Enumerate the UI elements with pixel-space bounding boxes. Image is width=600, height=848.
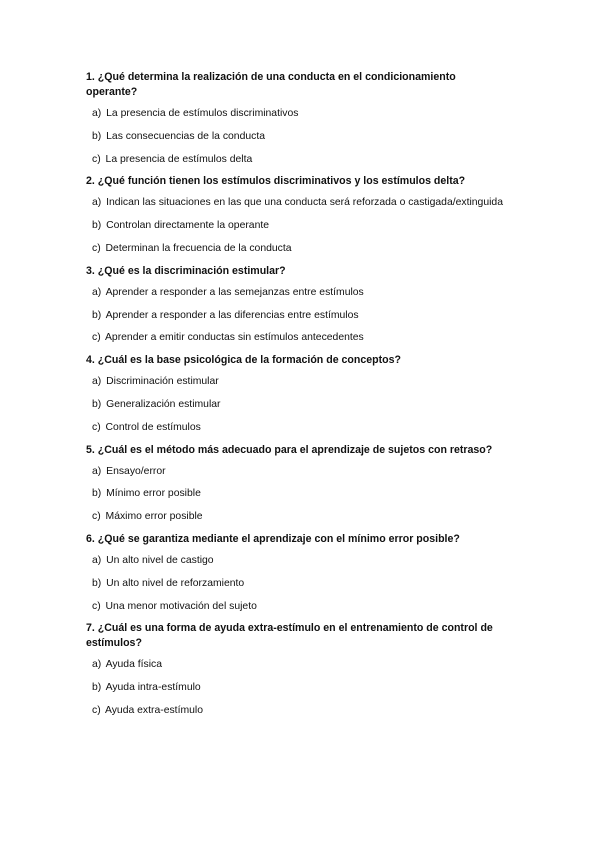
question-label: ¿Cuál es el método más adecuado para el aprendizaje de sujetos con retraso? xyxy=(97,443,493,456)
answer-option xyxy=(92,509,506,524)
answer-option xyxy=(92,285,506,300)
option-text: Aprender a responder a las diferencias entre estímulos xyxy=(105,309,359,321)
question-block xyxy=(86,621,506,718)
option-text: Máximo error posible xyxy=(105,511,203,523)
option-list xyxy=(86,464,506,525)
option-list xyxy=(86,374,506,435)
question-text xyxy=(86,174,506,189)
option-letter: b) xyxy=(92,398,102,410)
quiz-list xyxy=(86,70,506,726)
question-number: 7. xyxy=(86,622,95,635)
option-letter: c) xyxy=(92,153,101,165)
question-number: 4. xyxy=(86,354,95,367)
option-text: Determinan la frecuencia de la conducta xyxy=(105,242,292,254)
option-text: Discriminación estimular xyxy=(106,376,219,388)
question-label: ¿Cuál es una forma de ayuda extra-estímulo en el entrenamiento de control de estímulos? xyxy=(86,622,493,650)
answer-option xyxy=(92,420,506,435)
option-letter: b) xyxy=(92,130,102,142)
option-text: Aprender a emitir conductas sin estímulos antecedentes xyxy=(104,332,364,344)
option-text: La presencia de estímulos delta xyxy=(105,153,253,165)
answer-option xyxy=(92,486,506,501)
question-number: 3. xyxy=(86,264,95,277)
option-text: Indican las situaciones en las que una conducta será reforzada o castigada/extinguida xyxy=(106,197,503,209)
answer-option xyxy=(92,195,506,210)
option-text: Ensayo/error xyxy=(106,465,166,477)
answer-option xyxy=(92,553,506,568)
option-letter: c) xyxy=(92,242,101,254)
option-text: Controlan directamente la operante xyxy=(106,220,270,232)
answer-option xyxy=(92,374,506,389)
answer-option xyxy=(92,464,506,479)
answer-option xyxy=(92,129,506,144)
question-text xyxy=(86,70,506,100)
question-text xyxy=(86,353,506,368)
answer-option xyxy=(92,680,506,695)
question-number: 5. xyxy=(86,443,95,456)
question-label: ¿Qué función tienen los estímulos discriminativos y los estímulos delta? xyxy=(97,175,466,188)
option-text: Ayuda física xyxy=(105,659,162,671)
answer-option xyxy=(92,241,506,256)
option-letter: b) xyxy=(92,488,102,500)
option-letter: c) xyxy=(92,600,101,612)
option-text: Aprender a responder a las semejanzas entre estímulos xyxy=(105,286,364,298)
answer-option xyxy=(92,657,506,672)
answer-option xyxy=(92,703,506,718)
answer-option xyxy=(92,308,506,323)
question-block xyxy=(86,353,506,435)
answer-option xyxy=(92,330,506,345)
question-number: 2. xyxy=(86,175,95,188)
answer-option xyxy=(92,599,506,614)
question-label: ¿Qué determina la realización de una conducta en el condicionamiento operante? xyxy=(86,71,456,98)
option-list xyxy=(86,106,506,167)
option-letter: c) xyxy=(92,332,101,344)
option-text: Ayuda intra-estímulo xyxy=(105,682,201,694)
option-text: Las consecuencias de la conducta xyxy=(106,130,265,142)
answer-option xyxy=(92,397,506,412)
question-label: ¿Qué es la discriminación estimular? xyxy=(97,264,286,277)
option-letter: b) xyxy=(92,220,102,232)
option-letter: b) xyxy=(92,309,102,321)
option-letter: c) xyxy=(92,511,101,523)
option-text: Mínimo error posible xyxy=(106,488,201,500)
option-letter: a) xyxy=(92,197,102,209)
option-letter: b) xyxy=(92,577,102,589)
option-list xyxy=(86,195,506,256)
option-letter: c) xyxy=(92,704,101,716)
option-letter: c) xyxy=(92,421,101,433)
option-letter: a) xyxy=(92,286,102,298)
question-text xyxy=(86,532,506,547)
option-letter: a) xyxy=(92,108,102,119)
question-block xyxy=(86,532,506,614)
question-number: 6. xyxy=(86,532,95,545)
option-list xyxy=(86,553,506,614)
question-text xyxy=(86,621,506,651)
option-text: Una menor motivación del sujeto xyxy=(105,600,257,612)
option-letter: a) xyxy=(92,659,102,671)
option-text: Ayuda extra-estímulo xyxy=(104,704,203,716)
option-text: Un alto nivel de castigo xyxy=(106,554,214,566)
question-block xyxy=(86,70,506,167)
answer-option xyxy=(92,218,506,233)
question-block xyxy=(86,174,506,256)
option-text: Generalización estimular xyxy=(106,398,221,410)
question-block xyxy=(86,443,506,525)
option-text: La presencia de estímulos discriminativos xyxy=(106,108,299,119)
answer-option xyxy=(92,152,506,167)
option-letter: a) xyxy=(92,376,102,388)
option-list xyxy=(86,657,506,718)
option-list xyxy=(86,285,506,346)
option-letter: b) xyxy=(92,682,102,694)
answer-option xyxy=(92,106,506,121)
option-letter: a) xyxy=(92,554,102,566)
question-text xyxy=(86,264,506,279)
question-number: 1. xyxy=(86,71,95,83)
option-letter: a) xyxy=(92,465,102,477)
question-text xyxy=(86,443,506,458)
question-label: ¿Qué se garantiza mediante el aprendizaje con el mínimo error posible? xyxy=(97,532,460,545)
question-label: ¿Cuál es la base psicológica de la formación de conceptos? xyxy=(97,354,401,367)
question-block xyxy=(86,264,506,346)
answer-option xyxy=(92,576,506,591)
option-text: Control de estímulos xyxy=(105,421,201,433)
option-text: Un alto nivel de reforzamiento xyxy=(106,577,245,589)
